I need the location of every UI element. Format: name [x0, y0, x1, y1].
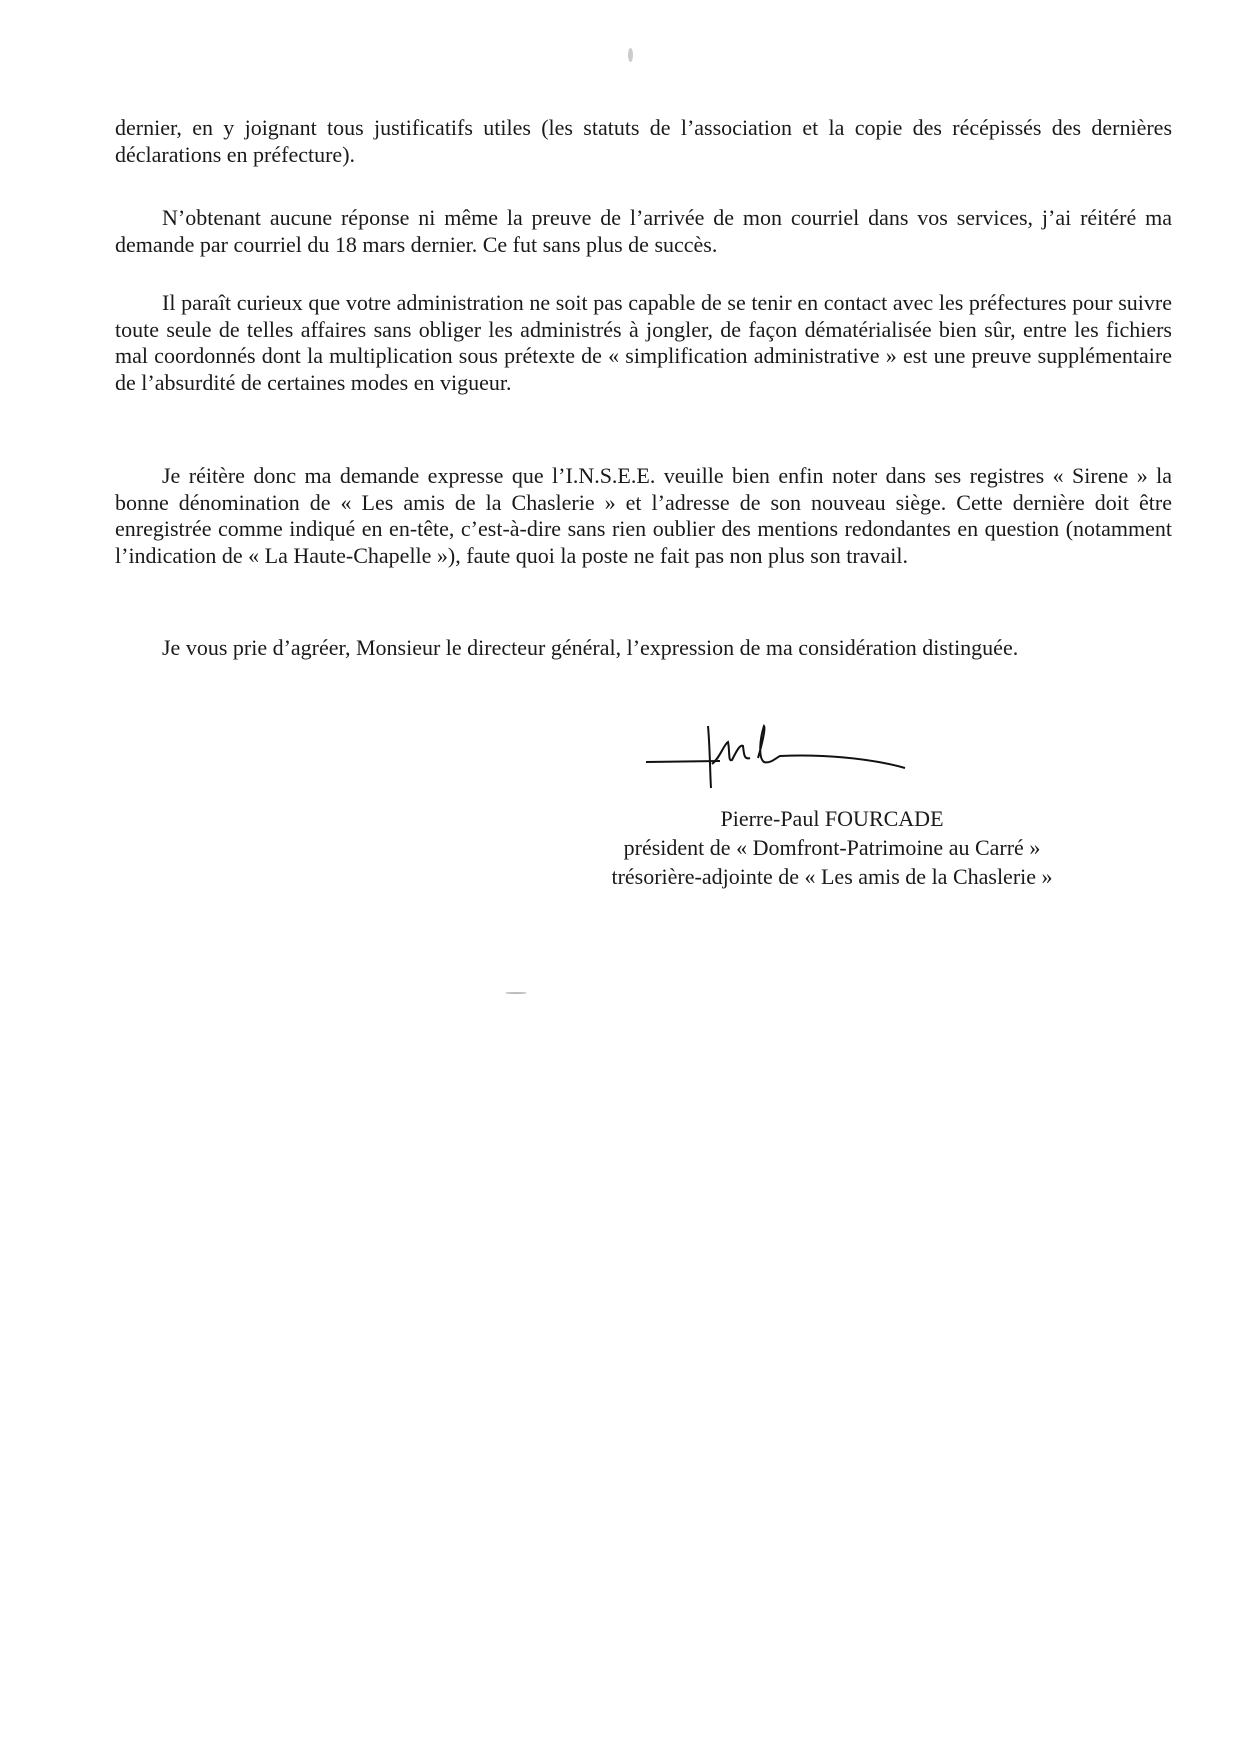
paragraph-no-response: N’obtenant aucune réponse ni même la preuve de l’arrivée de mon courriel dans vos services, j’ai réitéré ma demande par courriel du 18 mars dernier. Ce fut sans plus de succès.: [115, 205, 1172, 257]
scan-speck: [505, 992, 527, 994]
paragraph-closing-formula: Je vous prie d’agréer, Monsieur le directeur général, l’expression de ma considération distinguée.: [162, 635, 1019, 660]
paragraph-continuation: dernier, en y joignant tous justificatifs utiles (les statuts de l’association et la copie des récépissés des dernières déclarations en préfecture).: [115, 115, 1172, 167]
signature-block: [552, 804, 1112, 891]
paragraph-administration-critique: Il paraît curieux que votre administration ne soit pas capable de se tenir en contact avec les préfectures pour suivre toute seule de telles affaires sans obliger les administrés à jongler, de façon dématérialisée bien sûr, entre les fichiers mal coordonnés dont la multiplication sous prétexte de « simplification administrative » est une preuve supplémentaire de l’absurdité de certaines modes en vigueur.: [115, 290, 1172, 395]
signatory-title-1: président de « Domfront-Patrimoine au Carré »: [623, 835, 1041, 860]
scan-speck: [628, 48, 633, 62]
handwritten-signature: [640, 718, 940, 798]
signatory-title-2: trésorière-adjointe de « Les amis de la Chaslerie »: [611, 864, 1053, 889]
paragraph-renewed-request: Je réitère donc ma demande expresse que l’I.N.S.E.E. veuille bien enfin noter dans ses registres « Sirene » la bonne dénomination de « Les amis de la Chaslerie » et l’adresse de son nouveau siège. Cette dernière doit être enregistrée comme indiqué en en-tête, c’est-à-dire sans rien oublier des mentions redondantes en question (notamment l’indication de « La Haute-Chapelle »), faute quoi la poste ne fait pas non plus son travail.: [115, 463, 1172, 568]
signatory-name: Pierre-Paul FOURCADE: [720, 806, 944, 831]
